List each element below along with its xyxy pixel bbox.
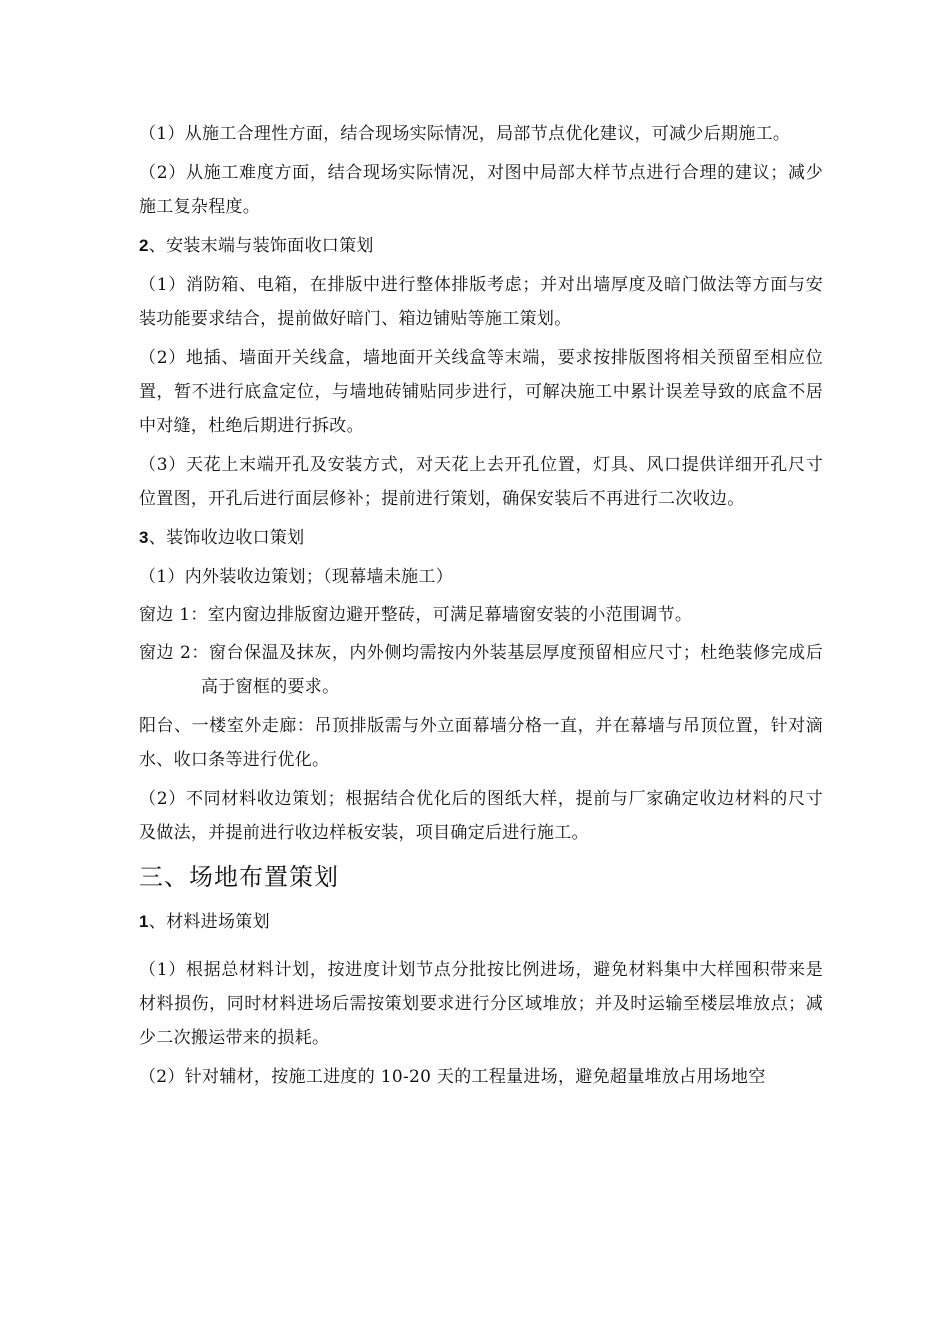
paragraph: 窗边 1：室内窗边排版窗边避开整砖，可满足幕墙窗安装的小范围调节。 bbox=[139, 605, 693, 625]
paragraph: 窗边 2：窗台保温及抹灰，内外侧均需按内外装基层厚度预留相应尺寸；杜绝装修完成后高于窗框的要求。 bbox=[139, 643, 823, 697]
paragraph: （1）根据总材料计划，按进度计划节点分批按比例进场，避免材料集中大样囤积带来是材料损伤，同时材料进场后需按策划要求进行分区域堆放；并及时运输至楼层堆放点；减少二次搬运带来的损耗。 bbox=[139, 960, 823, 1048]
subsection-heading bbox=[139, 905, 823, 939]
paragraph: 阳台、一楼室外走廊：吊顶排版需与外立面幕墙分格一直，并在幕墙与吊顶位置，针对滴水、收口条等进行优化。 bbox=[139, 716, 823, 770]
paragraph: （2）从施工难度方面，结合现场实际情况，对图中局部大样节点进行合理的建议；减少施工复杂程度。 bbox=[139, 163, 823, 217]
subsection-title: 、材料进场策划 bbox=[148, 912, 270, 932]
paragraph: （2）地插、墙面开关线盒，墙地面开关线盒等末端，要求按排版图将相关预留至相应位置，暂不进行底盒定位，与墙地砖铺贴同步进行，可解决施工中累计误差导致的底盒不居中对缝，杜绝后期进行拆改。 bbox=[139, 348, 823, 436]
paragraph: （3）天花上末端开孔及安装方式，对天花上去开孔位置，灯具、风口提供详细开孔尺寸位置图，开孔后进行面层修补；提前进行策划，确保安装后不再进行二次收边。 bbox=[139, 455, 823, 509]
subsection-title: 、安装末端与装饰面收口策划 bbox=[148, 236, 374, 256]
paragraph: （1）消防箱、电箱，在排版中进行整体排版考虑；并对出墙厚度及暗门做法等方面与安装功能要求结合，提前做好暗门、箱边铺贴等施工策划。 bbox=[139, 275, 823, 329]
subsection-title: 、装饰收边收口策划 bbox=[148, 528, 305, 548]
subsection-number: 1 bbox=[139, 912, 149, 931]
paragraph: （1）内外装收边策划；（现幕墙未施工） bbox=[139, 567, 454, 587]
paragraph: （2）针对辅材，按施工进度的 10-20 天的工程量进场，避免超量堆放占用场地空 bbox=[139, 1067, 766, 1087]
subsection-heading bbox=[139, 521, 823, 555]
subsection-heading bbox=[139, 229, 823, 263]
section-title: 三、场地布置策划 bbox=[139, 863, 339, 891]
paragraph: （2）不同材料收边策划；根据结合优化后的图纸大样，提前与厂家确定收边材料的尺寸及做法，并提前进行收边样板安装，项目确定后进行施工。 bbox=[139, 789, 823, 843]
subsection-number: 2 bbox=[139, 236, 149, 255]
paragraph: （1）从施工合理性方面，结合现场实际情况，局部节点优化建议，可减少后期施工。 bbox=[139, 124, 791, 144]
document-body bbox=[139, 117, 823, 1099]
subsection-number: 3 bbox=[139, 528, 149, 547]
